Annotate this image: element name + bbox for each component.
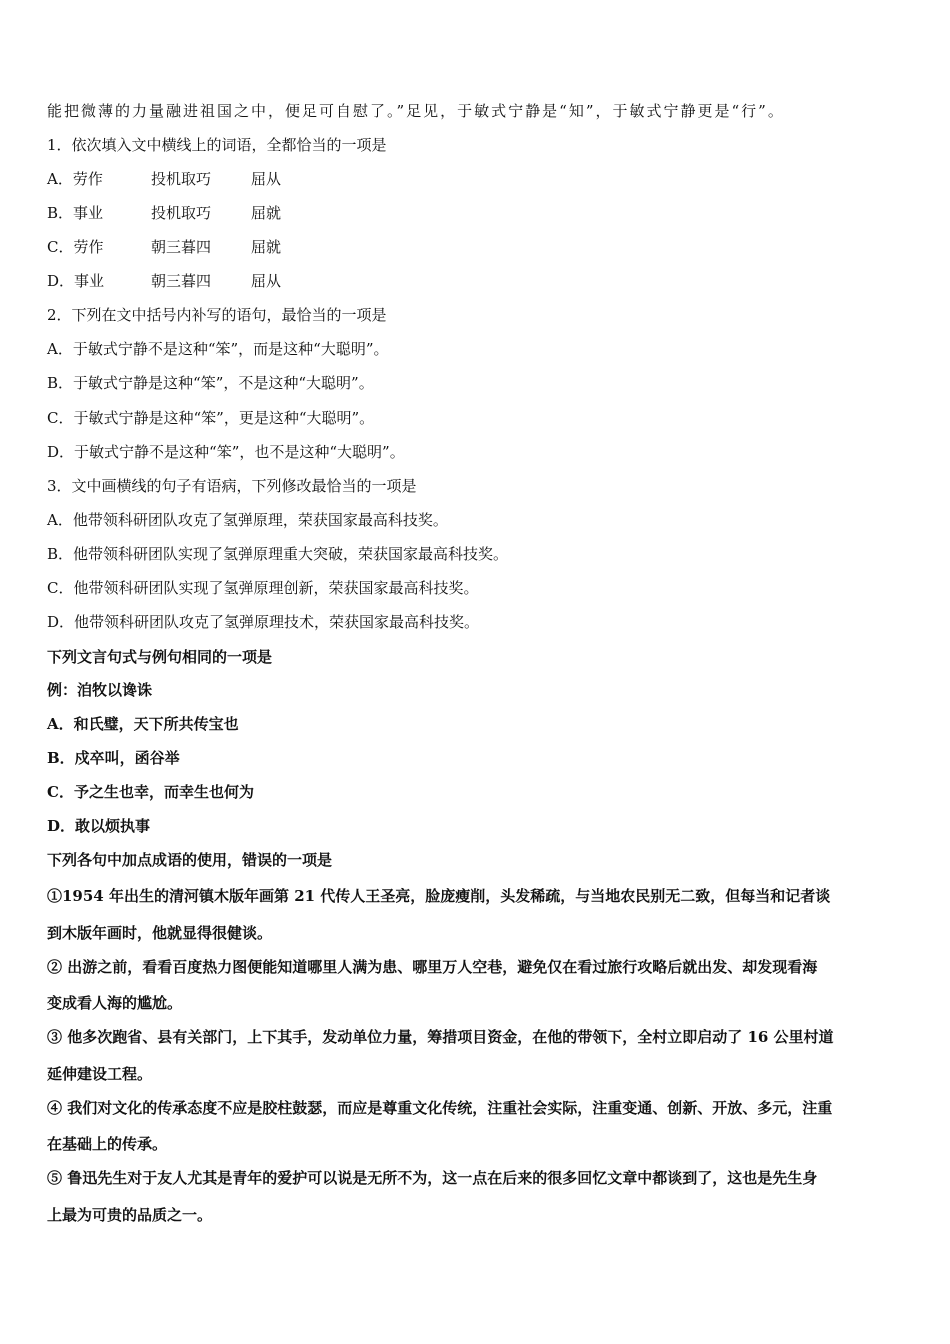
q3-option-b: B．他带领科研团队实现了氢弹原理重大突破，荣获国家最高科技奖。 <box>47 545 509 563</box>
q5-item-5-line2: 上最为可贵的品质之一。 <box>47 1206 213 1224</box>
intro-line: 能把微薄的力量融进祖国之中，便足可自慰了。”足见，于敏式宁静是“知”，于敏式宁静更是“行”。 <box>47 102 785 120</box>
q4-option-b: B．戍卒叫，函谷举 <box>47 749 180 767</box>
q1-option-b-word2: 投机取巧 <box>151 204 212 222</box>
q5-item-4-line1: ④ 我们对文化的传承态度不应是胶柱鼓瑟，而应是尊重文化传统，注重社会实际，注重变通、创新、开放、多元，注重 <box>47 1099 833 1117</box>
q3-option-a: A．他带领科研团队攻克了氢弹原理，荣获国家最高科技奖。 <box>47 511 448 529</box>
q5-stem: 下列各句中加点成语的使用，错误的一项是 <box>47 851 333 869</box>
q5-item-2-line2: 变成看人海的尴尬。 <box>47 994 183 1012</box>
q5-item-3-line1: ③ 他多次跑省、县有关部门，上下其手，发动单位力量，筹措项目资金，在他的带领下，全村立即启动了 16 公里村道 <box>47 1028 834 1046</box>
q5-item-5-line1: ⑤ 鲁迅先生对于友人尤其是青年的爱护可以说是无所不为，这一点在后来的很多回忆文章中都谈到了，这也是先生身 <box>47 1169 818 1187</box>
q1-option-c-word1: C．劳作 <box>47 238 104 256</box>
q3-stem: 3．文中画横线的句子有语病，下列修改最恰当的一项是 <box>47 477 417 495</box>
q5-item-2-line1: ② 出游之前，看看百度热力图便能知道哪里人满为患、哪里万人空巷，避免仅在看过旅行攻略后就出发、却发现看海 <box>47 958 818 976</box>
q2-option-c: C．于敏式宁静是这种“笨”，更是这种“大聪明”。 <box>47 409 375 427</box>
q5-item-1-line1: ①1954 年出生的清河镇木版年画第 21 代传人王圣亮，脸庞瘦削，头发稀疏，与当地农民别无二致，但每当和记者谈 <box>47 887 831 905</box>
q3-option-d: D．他带领科研团队攻克了氢弹原理技术，荣获国家最高科技奖。 <box>47 613 480 631</box>
q2-stem: 2．下列在文中括号内补写的语句，最恰当的一项是 <box>47 306 387 324</box>
q1-option-b-word1: B．事业 <box>47 204 104 222</box>
q1-option-d-word1: D．事业 <box>47 272 105 290</box>
q4-example: 例：洎牧以谗诛 <box>47 681 153 699</box>
q1-option-d-word3: 屈从 <box>251 272 282 290</box>
q1-option-c <box>47 237 281 257</box>
q1-option-a-word1: A．劳作 <box>47 170 103 188</box>
q4-option-d: D．敢以烦执事 <box>47 817 151 835</box>
q1-option-d-word2: 朝三暮四 <box>151 272 212 290</box>
q2-option-d: D．于敏式宁静不是这种“笨”，也不是这种“大聪明”。 <box>47 443 405 461</box>
q1-option-d <box>47 271 281 291</box>
q1-option-c-word2: 朝三暮四 <box>151 238 212 256</box>
q4-stem: 下列文言句式与例句相同的一项是 <box>47 648 273 666</box>
q1-option-b-word3: 屈就 <box>251 204 282 222</box>
q4-option-a: A．和氏璧，天下所共传宝也 <box>47 715 239 733</box>
q1-option-c-word3: 屈就 <box>251 238 282 256</box>
q1-stem: 1．依次填入文中横线上的词语，全都恰当的一项是 <box>47 136 387 154</box>
q1-option-a-word2: 投机取巧 <box>151 170 212 188</box>
q3-option-c: C．他带领科研团队实现了氢弹原理创新，荣获国家最高科技奖。 <box>47 579 479 597</box>
q2-option-a: A．于敏式宁静不是这种“笨”，而是这种“大聪明”。 <box>47 340 389 358</box>
q1-option-a-word3: 屈从 <box>251 170 282 188</box>
q1-option-a <box>47 169 281 189</box>
q2-option-b: B．于敏式宁静是这种“笨”，不是这种“大聪明”。 <box>47 374 374 392</box>
q5-item-1-line2: 到木版年画时，他就显得很健谈。 <box>47 924 273 942</box>
q5-item-4-line2: 在基础上的传承。 <box>47 1135 168 1153</box>
q5-item-3-line2: 延伸建设工程。 <box>47 1065 153 1083</box>
q4-option-c: C．予之生也幸，而幸生也何为 <box>47 783 254 801</box>
q1-option-b <box>47 203 281 223</box>
